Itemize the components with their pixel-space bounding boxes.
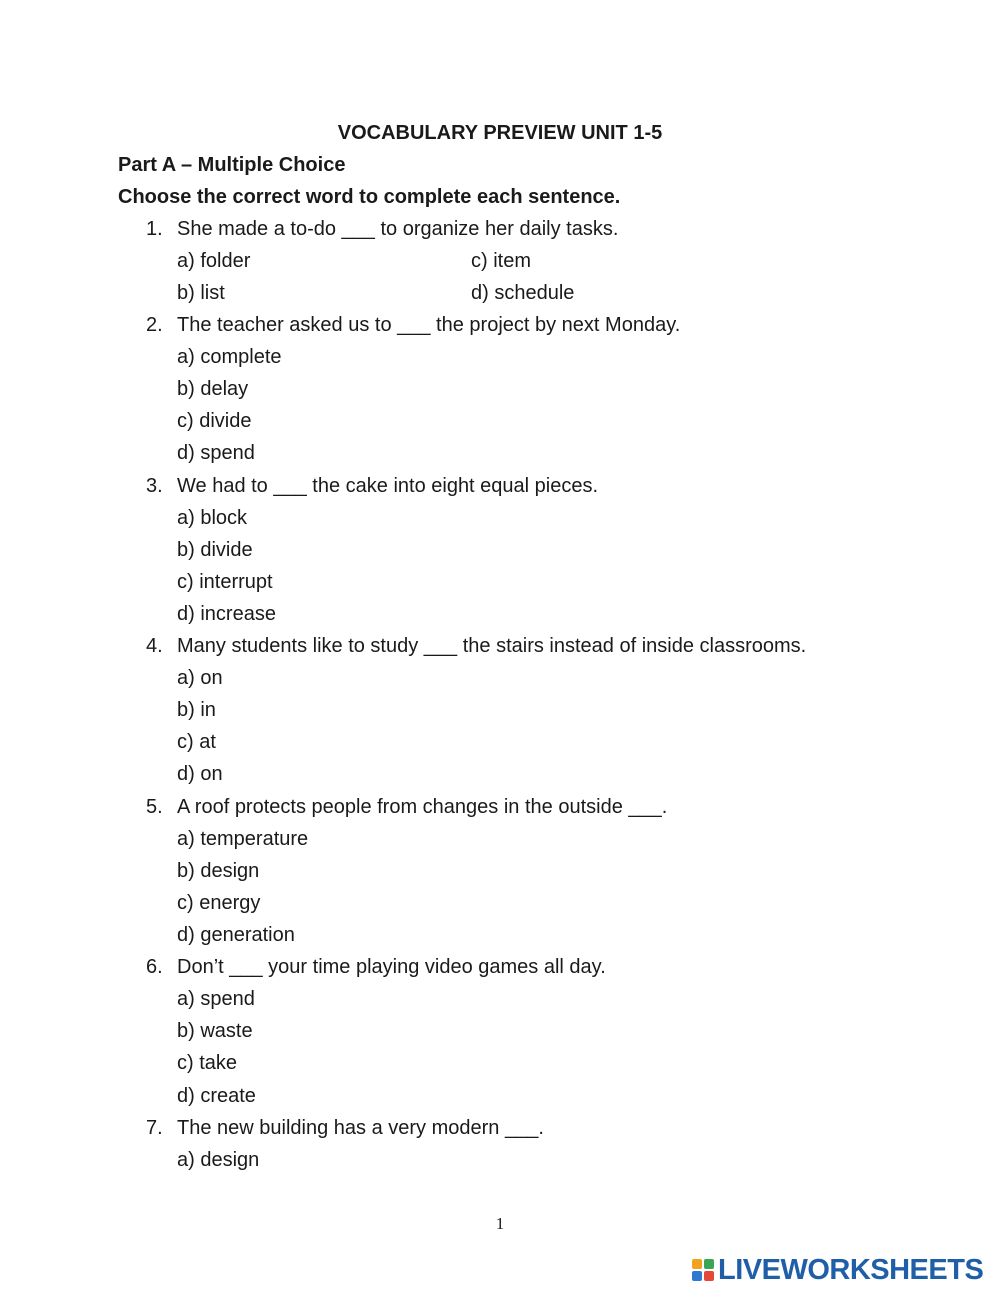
answer-option[interactable]: d) generation — [177, 924, 295, 946]
answer-option[interactable]: a) complete — [177, 346, 282, 368]
logo-tile — [692, 1259, 702, 1269]
answer-option[interactable]: d) create — [177, 1085, 256, 1107]
logo-tile — [704, 1259, 714, 1269]
answer-option[interactable]: b) waste — [177, 1020, 253, 1042]
answer-option[interactable]: a) spend — [177, 988, 255, 1010]
answer-option[interactable]: c) item — [471, 250, 531, 272]
question-text: We had to ___ the cake into eight equal pieces. — [177, 475, 599, 497]
question-number: 4. — [146, 635, 163, 657]
page-title: VOCABULARY PREVIEW UNIT 1-5 — [337, 122, 663, 144]
logo-tile — [692, 1271, 702, 1281]
question-number: 1. — [146, 218, 163, 240]
question-number: 7. — [146, 1117, 163, 1139]
part-heading: Part A – Multiple Choice — [118, 154, 346, 176]
answer-option[interactable]: c) take — [177, 1052, 238, 1074]
question-number: 3. — [146, 475, 163, 497]
answer-option[interactable]: a) folder — [177, 250, 251, 272]
question-number: 5. — [146, 796, 163, 818]
logo-tile — [704, 1271, 714, 1281]
answer-option[interactable]: b) design — [177, 860, 260, 882]
page-number: 1 — [495, 1214, 505, 1233]
answer-option[interactable]: a) design — [177, 1149, 260, 1171]
answer-option[interactable]: a) temperature — [177, 828, 309, 850]
question-text: She made a to-do ___ to organize her daily tasks. — [177, 218, 619, 240]
question-text: A roof protects people from changes in the outside ___. — [177, 796, 668, 818]
liveworksheets-logo-icon — [692, 1259, 714, 1281]
question-text: The teacher asked us to ___ the project by next Monday. — [177, 314, 681, 336]
question-number: 2. — [146, 314, 163, 336]
answer-option[interactable]: b) list — [177, 282, 225, 304]
question-number: 6. — [146, 956, 163, 978]
answer-option[interactable]: b) in — [177, 699, 216, 721]
answer-option[interactable]: c) at — [177, 731, 216, 753]
answer-option[interactable]: b) divide — [177, 539, 253, 561]
instructions: Choose the correct word to complete each sentence. — [118, 186, 621, 208]
answer-option[interactable]: d) spend — [177, 442, 255, 464]
answer-option[interactable]: a) on — [177, 667, 223, 689]
answer-option[interactable]: b) delay — [177, 378, 249, 400]
answer-option[interactable]: c) interrupt — [177, 571, 273, 593]
answer-option[interactable]: c) divide — [177, 410, 252, 432]
answer-option[interactable]: d) on — [177, 763, 223, 785]
question-text: Many students like to study ___ the stairs instead of inside classrooms. — [177, 635, 807, 657]
answer-option[interactable]: a) block — [177, 507, 248, 529]
question-text: Don’t ___ your time playing video games all day. — [177, 956, 606, 978]
brand-name: LIVEWORKSHEETS — [718, 1253, 984, 1286]
liveworksheets-brand[interactable] — [692, 1252, 992, 1288]
answer-option[interactable]: d) increase — [177, 603, 276, 625]
question-text: The new building has a very modern ___. — [177, 1117, 544, 1139]
answer-option[interactable]: c) energy — [177, 892, 261, 914]
answer-option[interactable]: d) schedule — [471, 282, 575, 304]
